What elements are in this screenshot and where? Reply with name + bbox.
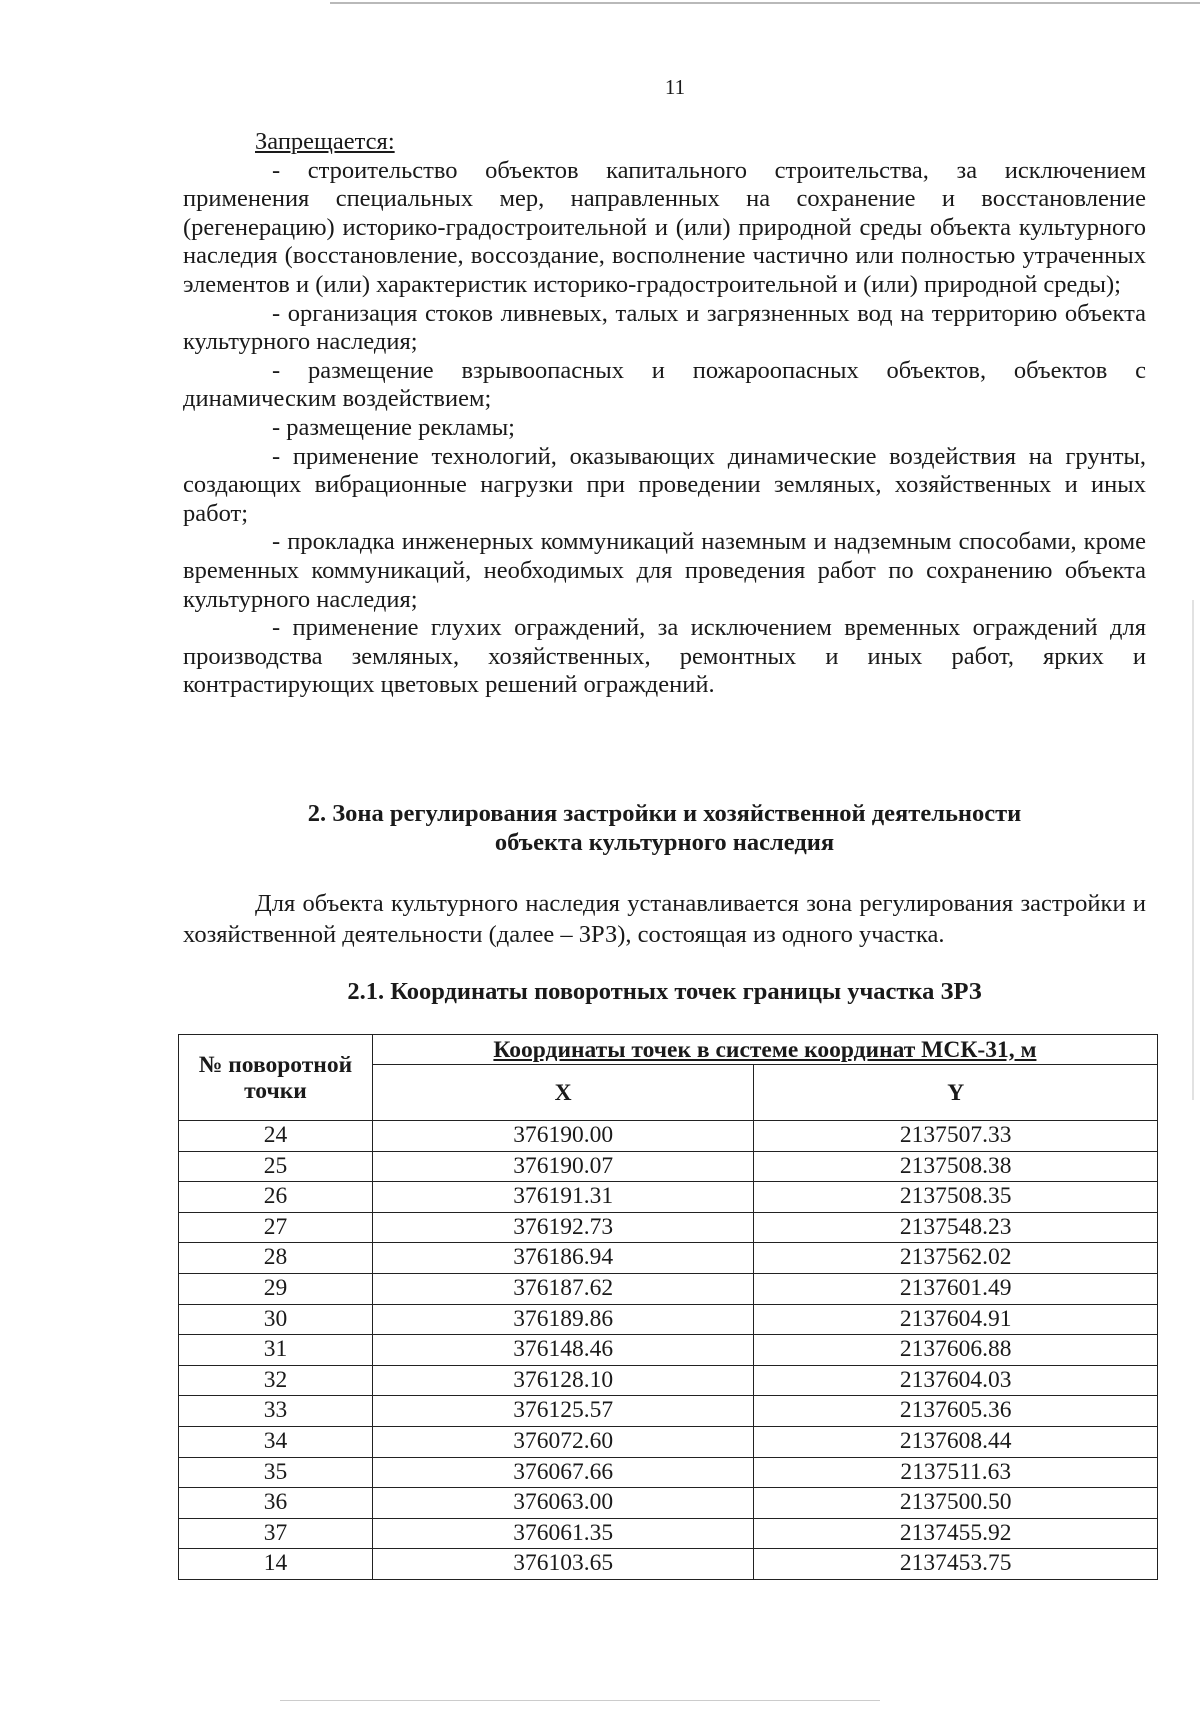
point-number: 28 [179, 1243, 373, 1274]
coord-y: 2137601.49 [754, 1273, 1158, 1304]
point-number: 24 [179, 1121, 373, 1152]
table-row [179, 1426, 1158, 1457]
intro-paragraph: Для объекта культурного наследия устанавливается зона регулирования застройки и хозяйственной деятельности (далее – ЗРЗ), состоящая из одного участка. [183, 890, 1146, 948]
section-heading-line: 2. Зона регулирования застройки и хозяйственной деятельности [307, 800, 1022, 827]
scan-artifact-right-edge [1192, 600, 1194, 1100]
point-number: 35 [179, 1457, 373, 1488]
prohibited-label: Запрещается: [255, 128, 395, 155]
prohibited-item: - строительство объектов капитального строительства, за исключением применения специальных мер, направленных на сохранение и восстановление (регенерацию) историко-градостроительной и (или) природной среды объекта культурного наследия (восстановление, воссоздание, восполнение частично или полностью утраченных элементов и (или) характеристик историко-градостроительной и (или) природной среды); [183, 156, 1146, 298]
coord-y: 2137507.33 [754, 1121, 1158, 1152]
coord-y: 2137508.35 [754, 1182, 1158, 1213]
point-number: 32 [179, 1365, 373, 1396]
point-number: 34 [179, 1426, 373, 1457]
point-number: 33 [179, 1396, 373, 1427]
coordinates-table [178, 1034, 1158, 1580]
coord-x: 376061.35 [372, 1518, 754, 1549]
table-row [179, 1396, 1158, 1427]
section-heading-line: объекта культурного наследия [494, 828, 835, 856]
coord-y: 2137562.02 [754, 1243, 1158, 1274]
table-row [179, 1518, 1158, 1549]
coord-y: 2137511.63 [754, 1457, 1158, 1488]
table-row [179, 1212, 1158, 1243]
coord-y: 2137604.03 [754, 1365, 1158, 1396]
point-number: 29 [179, 1273, 373, 1304]
coord-y: 2137606.88 [754, 1335, 1158, 1366]
coord-y: 2137604.91 [754, 1304, 1158, 1335]
table-row [179, 1488, 1158, 1519]
point-number: 37 [179, 1518, 373, 1549]
table-row [179, 1457, 1158, 1488]
coord-x: 376067.66 [372, 1457, 754, 1488]
table-row [179, 1365, 1158, 1396]
section-heading [183, 800, 1146, 857]
prohibited-item: - прокладка инженерных коммуникаций наземным и надземным способами, кроме временных коммуникаций, необходимых для проведения работ по сохранению объекта культурного наследия; [183, 528, 1146, 613]
scan-artifact-top-line [330, 2, 1200, 4]
point-number: 27 [179, 1212, 373, 1243]
prohibited-item: - применение глухих ограждений, за исключением временных ограждений для производства земляных, хозяйственных, ремонтных и иных работ, ярких и контрастирующих цветовых решений ограждений. [183, 614, 1146, 699]
header-point-number: № поворотной точки [179, 1035, 373, 1121]
coord-y: 2137548.23 [754, 1212, 1158, 1243]
table-title: 2.1. Координаты поворотных точек границы участка ЗРЗ [347, 978, 982, 1005]
point-number: 14 [179, 1549, 373, 1580]
prohibited-item: - применение технологий, оказывающих динамические воздействия на грунты, создающих вибрационные нагрузки при проведении земляных, хозяйственных и иных работ; [183, 442, 1146, 527]
point-number: 26 [179, 1182, 373, 1213]
table-row [179, 1304, 1158, 1335]
table-row [179, 1243, 1158, 1274]
coord-x: 376125.57 [372, 1396, 754, 1427]
point-number: 36 [179, 1488, 373, 1519]
page-number: 11 [664, 75, 686, 99]
prohibited-item: - размещение взрывоопасных и пожароопасных объектов, объектов с динамическим воздействием; [183, 356, 1146, 413]
coord-y: 2137605.36 [754, 1396, 1158, 1427]
prohibitions-block [183, 128, 1146, 700]
table-row [179, 1549, 1158, 1580]
coord-x: 376072.60 [372, 1426, 754, 1457]
coord-y: 2137500.50 [754, 1488, 1158, 1519]
prohibited-item: - организация стоков ливневых, талых и загрязненных вод на территорию объекта культурного наследия; [183, 299, 1146, 356]
table-row [179, 1151, 1158, 1182]
coord-y: 2137508.38 [754, 1151, 1158, 1182]
point-number: 25 [179, 1151, 373, 1182]
header-y: Y [754, 1065, 1158, 1121]
coord-x: 376187.62 [372, 1273, 754, 1304]
coord-x: 376103.65 [372, 1549, 754, 1580]
coord-y: 2137455.92 [754, 1518, 1158, 1549]
table-row [179, 1121, 1158, 1152]
point-number: 30 [179, 1304, 373, 1335]
header-x: X [372, 1065, 754, 1121]
scan-artifact-bottom-line [280, 1700, 880, 1701]
coord-x: 376128.10 [372, 1365, 754, 1396]
point-number: 31 [179, 1335, 373, 1366]
coord-x: 376063.00 [372, 1488, 754, 1519]
coord-x: 376190.07 [372, 1151, 754, 1182]
coord-x: 376191.31 [372, 1182, 754, 1213]
coord-x: 376148.46 [372, 1335, 754, 1366]
coord-y: 2137608.44 [754, 1426, 1158, 1457]
prohibited-item: - размещение рекламы; [272, 413, 515, 441]
coord-x: 376190.00 [372, 1121, 754, 1152]
table-row [179, 1273, 1158, 1304]
coord-y: 2137453.75 [754, 1549, 1158, 1580]
coord-x: 376189.86 [372, 1304, 754, 1335]
table-row [179, 1182, 1158, 1213]
table-row [179, 1335, 1158, 1366]
coord-x: 376192.73 [372, 1212, 754, 1243]
coord-x: 376186.94 [372, 1243, 754, 1274]
header-coordinates: Координаты точек в системе координат МСК-31, м [372, 1035, 1157, 1065]
